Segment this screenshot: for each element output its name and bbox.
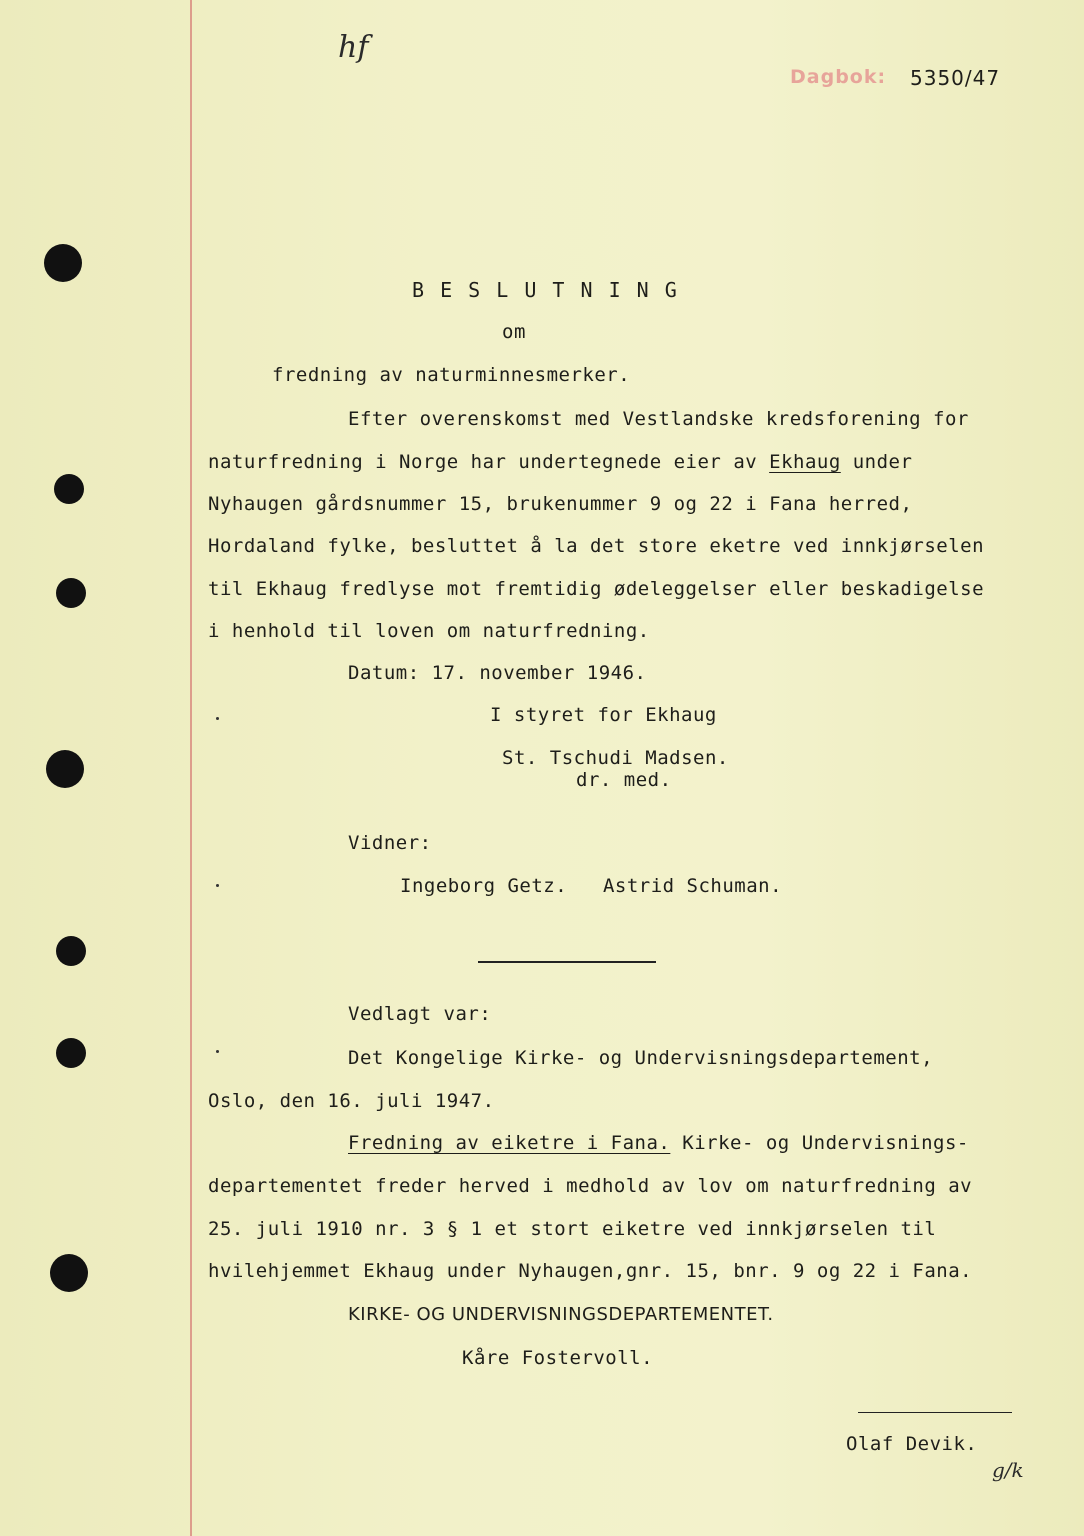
body-line: til Ekhaug fredlyse mot fremtidig ødeleggelser eller beskadigelse	[208, 578, 985, 600]
attachment-line: 25. juli 1910 nr. 3 § 1 et stort eiketre ved innkjørselen til	[208, 1218, 937, 1240]
punch-hole	[54, 474, 84, 504]
body-line: Efter overenskomst med Vestlandske kredsforening for	[348, 408, 969, 430]
underlined-ekhaug: Ekhaug	[769, 451, 841, 473]
margin-line	[190, 0, 192, 1536]
witnesses-names: Ingeborg Getz. Astrid Schuman.	[400, 875, 783, 897]
margin-mark	[216, 1050, 219, 1053]
body-line: naturfredning i Norge har undertegnede eier av Ekhaug under	[208, 451, 913, 473]
attachment-line: hvilehjemmet Ekhaug under Nyhaugen,gnr. 15, bnr. 9 og 22 i Fana.	[208, 1260, 973, 1282]
margin-mark	[216, 717, 219, 720]
signer-title: dr. med.	[576, 769, 672, 791]
punch-hole	[50, 1254, 88, 1292]
attachment-signer: Kåre Fostervoll.	[462, 1347, 654, 1369]
attachment-line: Det Kongelige Kirke- og Undervisningsdepartement,	[348, 1047, 934, 1069]
punch-hole	[56, 578, 86, 608]
heading-subject: fredning av naturminnesmerker.	[272, 364, 631, 386]
footer-signer: Olaf Devik.	[846, 1433, 978, 1455]
department-caps: KIRKE- OG UNDERVISNINGSDEPARTEMENTET.	[348, 1304, 774, 1325]
punch-hole	[46, 750, 84, 788]
date-line: Datum: 17. november 1946.	[348, 662, 647, 684]
attachment-line: departementet freder herved i medhold av lov om naturfredning av	[208, 1175, 973, 1197]
board-line: I styret for Ekhaug	[490, 704, 717, 726]
handwritten-initials: hf	[338, 30, 369, 65]
separator-rule	[478, 961, 656, 963]
punch-hole	[56, 1038, 86, 1068]
attachment-line: Fredning av eiketre i Fana. Kirke- og Undervisnings-	[348, 1132, 969, 1154]
heading-om: om	[502, 321, 526, 343]
dagbok-stamp: Dagbok:	[790, 66, 887, 88]
underlined-heading: Fredning av eiketre i Fana.	[348, 1132, 671, 1154]
body-line: i henhold til loven om naturfredning.	[208, 620, 650, 642]
footer-initials: g/k	[992, 1458, 1024, 1482]
attachment-line: Oslo, den 16. juli 1947.	[208, 1090, 495, 1112]
punch-hole	[56, 936, 86, 966]
signer-name: St. Tschudi Madsen.	[502, 747, 729, 769]
punch-hole	[44, 244, 82, 282]
signature-rule	[858, 1412, 1012, 1413]
margin-mark	[216, 884, 219, 887]
reference-number: 5350/47	[910, 66, 1001, 90]
attachment-label: Vedlagt var:	[348, 1003, 492, 1025]
body-line: Hordaland fylke, besluttet å la det store eketre ved innkjørselen	[208, 535, 985, 557]
document-heading: B E S L U T N I N G	[412, 278, 679, 302]
witnesses-label: Vidner:	[348, 832, 432, 854]
body-line: Nyhaugen gårdsnummer 15, brukenummer 9 og 22 i Fana herred,	[208, 493, 913, 515]
